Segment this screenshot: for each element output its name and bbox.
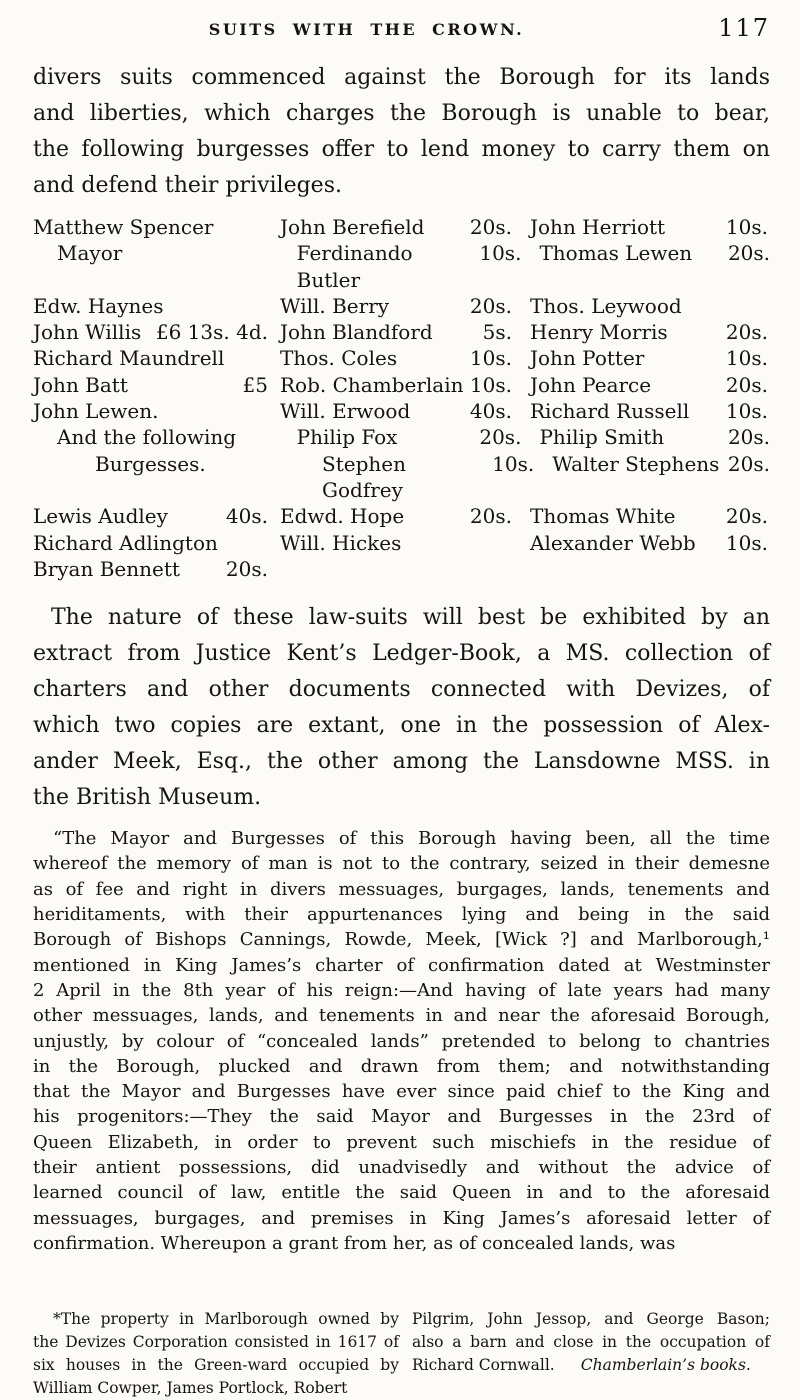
text-line: confirmation. Whereupon a grant from her, as of concealed lands, was [33,1232,676,1254]
list-cell [280,293,512,319]
list-cell [280,372,512,398]
list-cell [322,451,534,504]
list-row [33,240,770,293]
text-line: learned council of law, entitle the said Queen in and to the aforesaid [33,1182,770,1204]
lender-name: Alexander Webb [530,530,696,555]
lender-amount: 10s. [469,372,512,397]
text-line: ander Meek, Esq., the other among the Lansdowne MSS. in [33,749,770,775]
running-title: SUITS WITH THE CROWN. [208,20,525,39]
text-line: as of fee and right in divers messuages, burgages, lands, tenements and [33,878,770,900]
lender-amount: 20s. [225,556,268,581]
list-cell [530,293,768,319]
lender-name: Will. Hickes [280,530,402,555]
lender-name: Thomas Lewen [539,241,693,266]
list-cell [33,345,268,371]
list-cell [280,530,512,556]
list-cell [280,345,512,371]
text-line: other messuages, lands, and tenements in and near the aforesaid Borough, [33,1005,770,1027]
list-cell [530,372,768,398]
text-line: 2 April in the 8th year of his reign:—And having of late years had many [33,979,770,1001]
lender-name: Richard Russell [530,399,690,424]
lender-name: Bryan Bennett [33,556,180,581]
lender-amount: 40s. [469,399,512,424]
list-cell [530,214,768,240]
lender-name: Richard Maundrell [33,346,225,371]
lender-name: Thomas White [530,504,676,529]
list-row [33,451,770,504]
text-line: William Cowper, James Portlock, Robert [33,1379,348,1398]
lender-name: Matthew Spencer [33,215,214,239]
text-line: whereof the memory of man is not to the contrary, seized in their demesne [33,853,770,875]
list-cell [280,214,512,240]
footnote-right-column [412,1308,770,1400]
footnote-text: Richard Cornwall. [412,1356,555,1375]
text-line: The nature of these law-suits will best be exhibited by an [51,605,770,631]
lender-name: Rob. Chamberlain [280,372,464,397]
lender-amount: 10s. [725,215,768,239]
list-cell [539,424,770,450]
lender-amount: 20s. [469,293,512,318]
list-row [33,319,770,345]
subscription-list [33,214,770,582]
list-cell [33,319,268,345]
text-line: charters and other documents connected with Devizes, of [33,677,770,703]
ledger-book-paragraph [33,600,770,816]
text-line: which two copies are extant, one in the possession of Alex- [33,713,770,739]
lender-name: John Batt [33,372,128,397]
list-cell [530,556,768,582]
lender-name: Philip Smith [539,425,665,450]
list-row [33,530,770,556]
lender-amount: 20s. [725,320,768,345]
list-cell [530,319,768,345]
list-cell [280,503,512,529]
list-row [33,372,770,398]
list-row [33,503,770,529]
lender-amount: £5 [242,372,268,397]
lender-name: Burgesses. [95,451,206,476]
lender-name: John Pearce [530,372,652,397]
footnote-source-citation: Chamberlain’s books. [580,1356,751,1375]
list-cell [33,556,268,582]
list-cell [297,240,522,293]
lender-name: Stephen Godfrey [322,451,406,502]
text-line: the following burgesses offer to lend money to carry them on [33,137,770,162]
lender-name: Edwd. Hope [280,504,405,529]
lender-name: Edw. Haynes [33,293,164,318]
lender-name: Mayor [57,241,123,266]
lender-name: Henry Morris [530,320,668,345]
list-cell [539,240,770,293]
lender-name: John Berefield [280,215,425,239]
text-line: extract from Justice Kent’s Ledger-Book, a MS. collection of [33,641,770,667]
text-line [412,1354,770,1377]
text-line: that the Mayor and Burgesses have ever since paid chief to the King and [33,1081,770,1103]
lender-name: John Potter [530,346,645,371]
footnote-left-column [33,1308,399,1400]
list-cell [280,556,512,582]
lender-amount: 20s. [725,372,768,397]
ledger-extract-quote [33,826,770,1256]
list-cell [33,240,285,293]
lender-amount: 40s. [225,504,268,529]
lender-name: Richard Adlington [33,530,218,555]
text-line: in the Borough, plucked and drawn from them; and notwithstanding [33,1055,770,1077]
page-number: 117 [718,14,770,42]
lender-amount: 10s. [725,399,768,424]
list-cell [552,451,770,504]
lender-name: John Herriott [530,215,666,239]
text-line: and liberties, which charges the Borough is unable to bear, [33,101,770,126]
lender-name: Ferdinando Butler [296,241,413,292]
text-line: messuages, burgages, and premises in King James’s aforesaid letter of [33,1207,770,1229]
text-line: Borough of Bishops Cannings, Rowde, Meek, [Wick ?] and Marlborough,¹ [33,929,770,951]
lender-amount: 10s. [479,241,522,266]
lender-name: Will. Berry [280,293,390,318]
text-line: Pilgrim, John Jessop, and George Bason; [412,1310,770,1329]
text-line: divers suits commenced against the Borough for its lands [33,65,770,90]
lender-amount: 20s. [725,504,768,529]
list-cell [33,530,268,556]
list-cell [297,424,522,450]
lender-amount: 10s. [725,530,768,555]
list-row [33,214,770,240]
text-line: also a barn and close in the occupation of [412,1333,770,1352]
text-line: six houses in the Green-ward occupied by [33,1356,399,1375]
lender-amount: 20s. [479,425,522,450]
lender-name: Thos. Coles [280,346,398,371]
list-cell [530,503,768,529]
list-cell [33,503,268,529]
lender-amount: 10s. [725,346,768,371]
text-line: and defend their privileges. [33,173,342,198]
lender-name: John Willis [33,320,142,345]
text-line: *The property in Marlborough owned by [53,1310,399,1329]
list-row [33,398,770,424]
lender-name: Thos. Leywood [530,293,682,318]
text-line: mentioned in King James’s charter of confirmation dated at Westminster [33,954,770,976]
list-row [33,556,770,582]
list-cell [33,293,268,319]
lender-amount: 20s. [469,504,512,529]
lender-name: John Blandford [280,320,433,345]
text-line: the Devizes Corporation consisted in 1617 of [33,1333,399,1352]
text-line: “The Mayor and Burgesses of this Borough having been, all the time [53,828,770,850]
intro-paragraph [33,60,770,204]
list-cell [33,424,285,450]
footnote [33,1308,770,1400]
list-cell [530,398,768,424]
list-cell [33,451,310,504]
text-line: his progenitors:—They the said Mayor and Burgesses in the 23rd of [33,1106,770,1128]
list-row [33,293,770,319]
lender-amount: £6 13s. 4d. [155,320,268,345]
list-row [33,345,770,371]
list-cell [33,372,268,398]
text-line: unjustly, by colour of “concealed lands” pretended to belong to chantries [33,1030,770,1052]
lender-name: And the following [57,425,237,450]
list-cell [33,214,268,240]
lender-name: Philip Fox [296,425,398,450]
lender-amount: 20s. [727,241,771,266]
lender-name: Walter Stephens [552,451,720,476]
lender-amount: 10s. [469,346,512,371]
list-cell [530,530,768,556]
lender-amount: 10s. [492,451,535,476]
text-line: the British Museum. [33,785,262,811]
text-line: Queen Elizabeth, in order to prevent such mischiefs in the residue of [33,1131,770,1153]
lender-amount: 20s. [469,215,512,239]
text-line: their antient possessions, did unadvisedly and without the advice of [33,1157,770,1179]
list-row [33,424,770,450]
list-cell [33,398,268,424]
list-cell [280,398,512,424]
text-line: heriditaments, with their appurtenances lying and being in the said [33,904,770,926]
page-header [33,16,770,48]
lender-name: Lewis Audley [33,504,168,529]
lender-amount: 20s. [727,425,771,450]
list-cell [530,345,768,371]
list-cell [280,319,512,345]
lender-name: John Lewen. [33,399,159,424]
lender-name: Will. Erwood [280,399,411,424]
lender-amount: 5s. [482,320,512,345]
lender-amount: 20s. [727,451,770,476]
